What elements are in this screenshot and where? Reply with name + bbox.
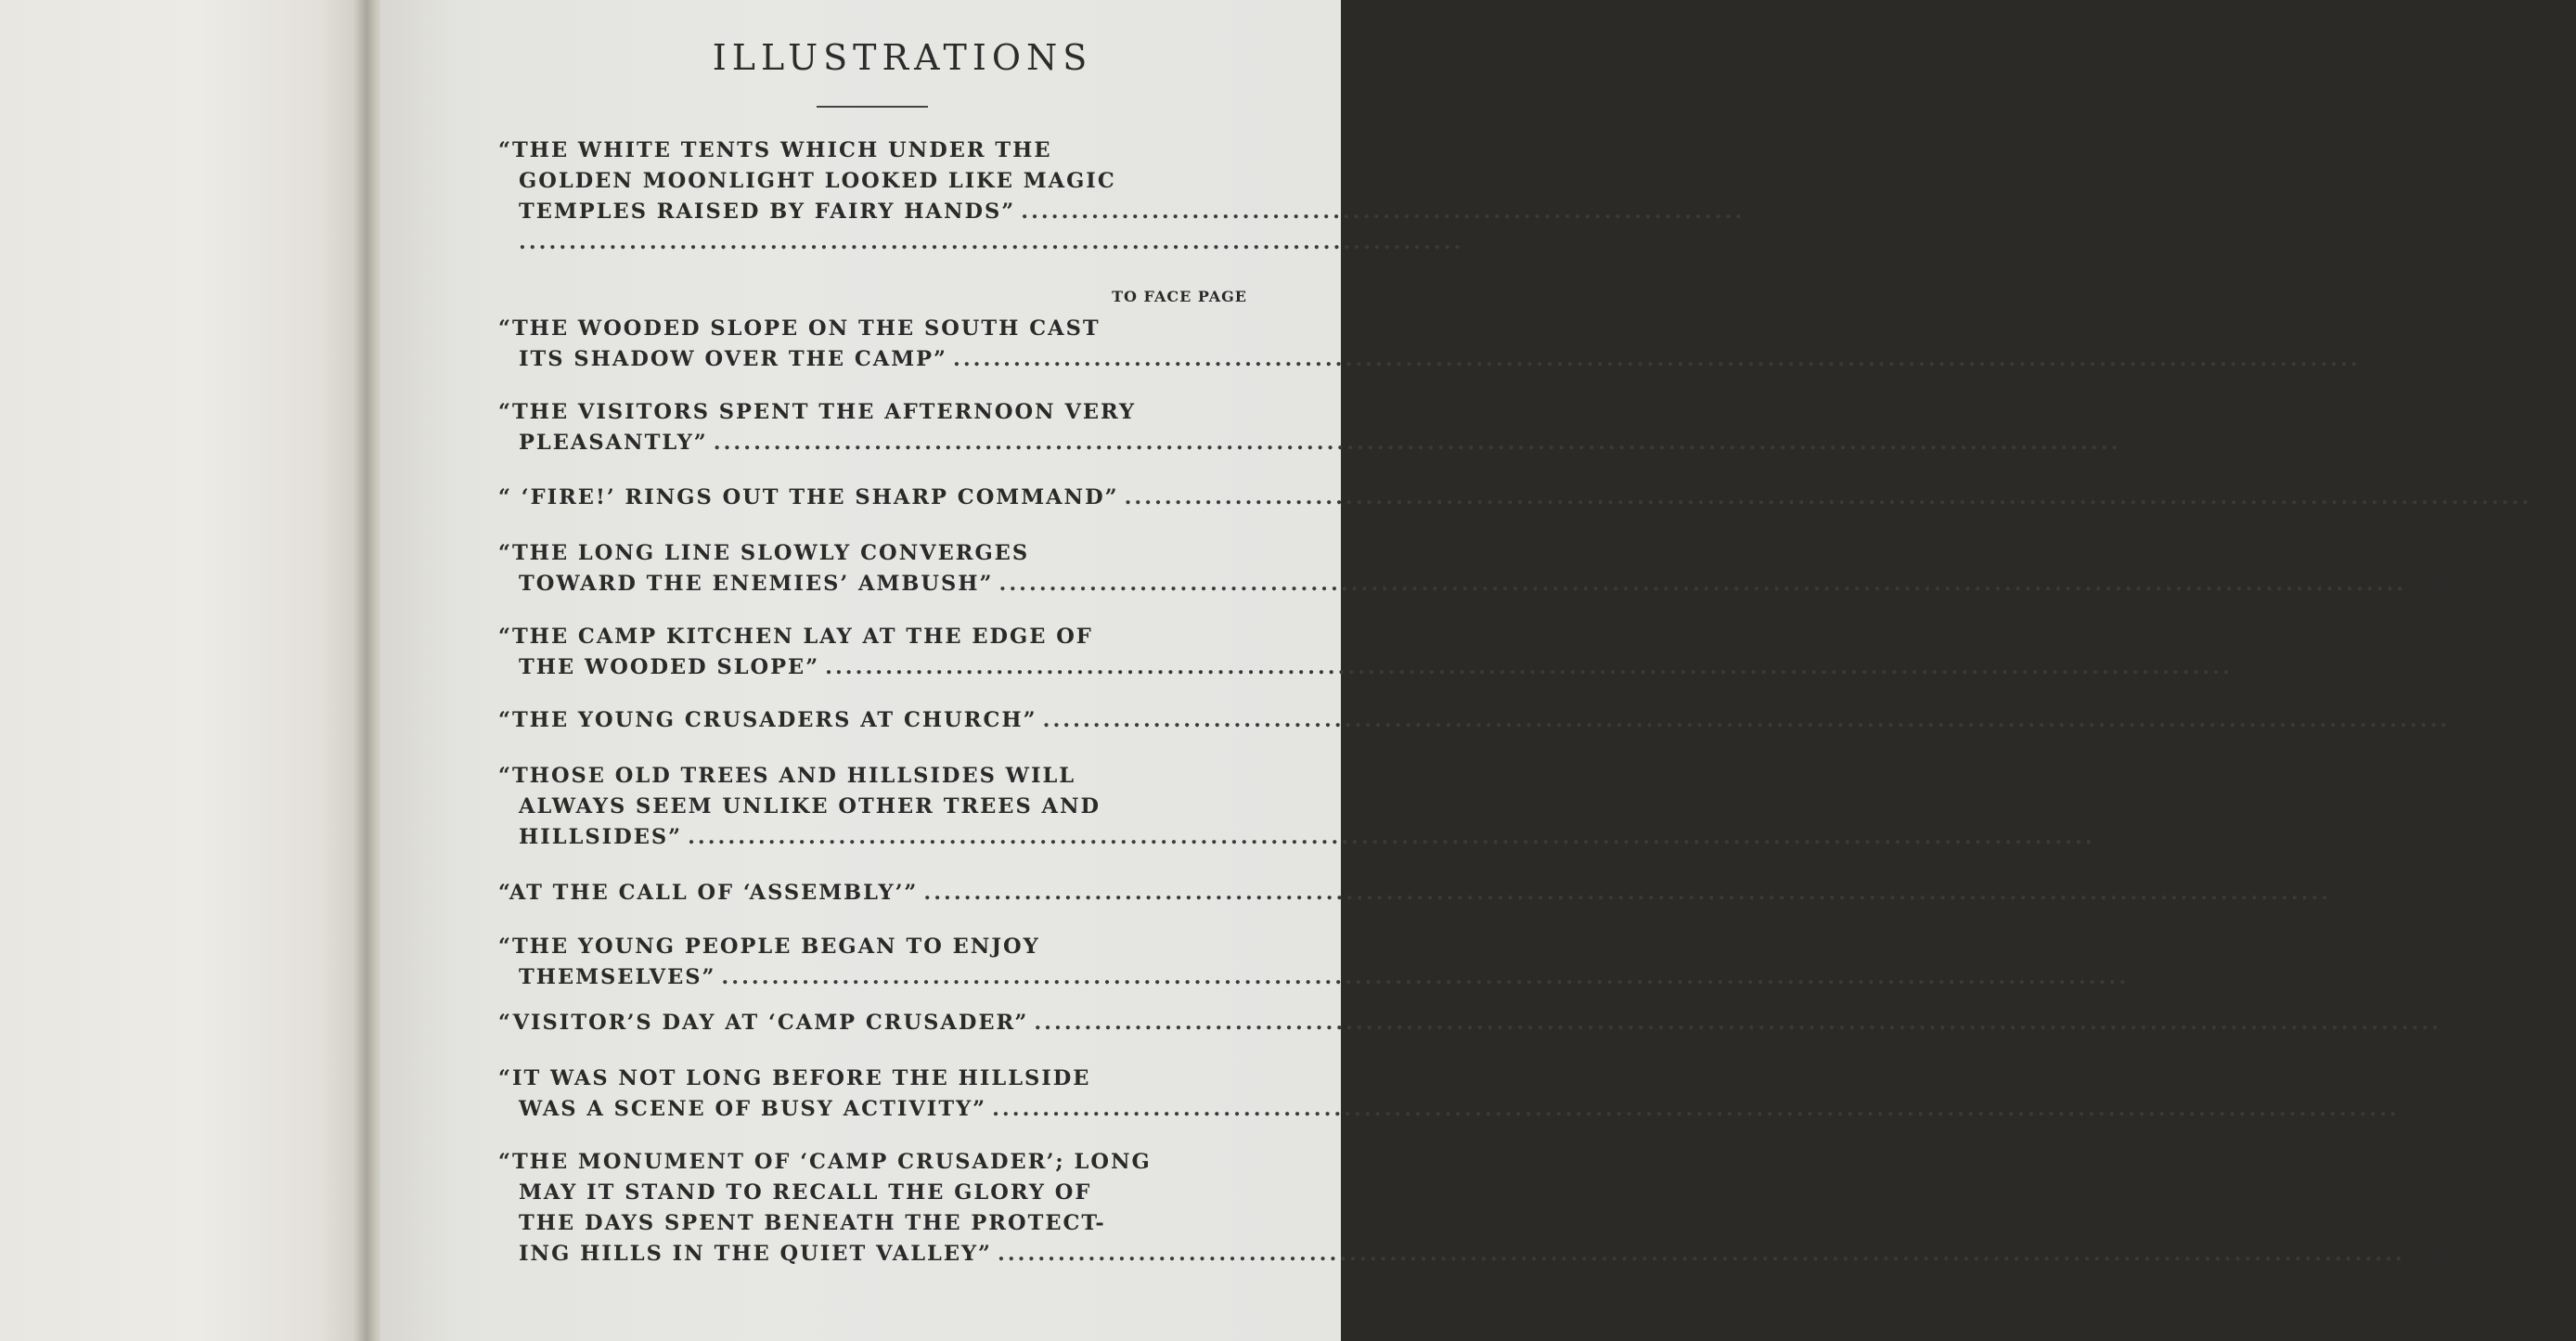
entry-line: WAS A SCENE OF BUSY ACTIVITY”	[519, 1097, 987, 1121]
page-number: 294	[2410, 1243, 2450, 1265]
leader-dots: ..............................................................................................	[519, 230, 1464, 254]
leader-dots: ............................................................................................................................................	[1124, 485, 2532, 509]
page-number: 210	[2337, 882, 2376, 904]
book-gutter	[353, 0, 384, 1341]
entry-line: THEMSELVES”	[519, 965, 716, 989]
page-number: 252	[2446, 1012, 2486, 1034]
leader-dots: ............................................................................................................................................	[1034, 1011, 2441, 1035]
illustration-entry	[498, 1147, 2450, 1270]
leader-dots: ............................................................................................................................................	[713, 431, 2121, 455]
illustration-entry	[498, 1008, 2486, 1038]
entry-line: “ ‘FIRE!’ RINGS OUT THE SHARP COMMAND”	[498, 485, 1119, 509]
entry-line: “AT THE CALL OF ‘ASSEMBLY’”	[498, 881, 919, 905]
entry-line: “THE YOUNG PEOPLE BEGAN TO ENJOY	[498, 935, 1040, 959]
leader-dots: ............................................................................................................................................	[953, 347, 2361, 371]
page-number: 74	[2376, 348, 2403, 370]
leader-dots: ............................................................................................................................................	[1042, 708, 2451, 732]
leader-dots: ............................................................................................................................................	[992, 1097, 2400, 1121]
entry-line: “THE CAMP KITCHEN LAY AT THE EDGE OF	[498, 625, 1093, 649]
frontispiece-label: FRONTISPIECE	[1469, 235, 1619, 253]
illustration-entry	[498, 1064, 2444, 1125]
page-number: 114	[2126, 432, 2166, 454]
page-number: 286	[2404, 1098, 2444, 1120]
entry-line: TOWARD THE ENEMIES’ AMBUSH”	[519, 572, 994, 596]
entry-line: “THE MONUMENT OF ‘CAMP CRUSADER’; LONG	[498, 1150, 1152, 1174]
entry-line: GOLDEN MOONLIGHT LOOKED LIKE MAGIC	[519, 169, 1116, 193]
page-number: 164	[2100, 826, 2140, 848]
illustration-entry	[498, 483, 2576, 513]
entry-line: THE WOODED SLOPE”	[519, 655, 820, 679]
entry-line: ITS SHADOW OVER THE CAMP”	[519, 347, 947, 371]
entry-line: “THE WHITE TENTS WHICH UNDER THE	[498, 138, 1052, 162]
entry-line: ING HILLS IN THE QUIET VALLEY”	[519, 1242, 992, 1266]
entry-line: “IT WAS NOT LONG BEFORE THE HILLSIDE	[498, 1066, 1091, 1090]
illustration-entry	[498, 622, 2277, 683]
leader-dots: ........................................................................	[1021, 200, 1745, 224]
to-face-page-header: TO FACE PAGE	[1112, 288, 1247, 305]
entry-line: ALWAYS SEEM UNLIKE OTHER TREES AND	[519, 794, 1101, 819]
entry-line: TEMPLES RAISED BY FAIRY HANDS”	[519, 200, 1016, 224]
frontispiece-entry	[498, 135, 1745, 258]
entry-line: “THE LONG LINE SLOWLY CONVERGES	[498, 541, 1030, 565]
entry-line: HILLSIDES”	[519, 825, 683, 849]
page-number: 122	[2537, 486, 2576, 509]
leader-dots: ............................................................................................................................................	[923, 881, 2332, 905]
leader-dots: ............................................................................................................................................	[825, 655, 2233, 679]
leader-dots: ............................................................................................................................................	[998, 1242, 2405, 1266]
page-number: 146	[2455, 709, 2495, 731]
page-number: 244	[2134, 966, 2173, 988]
leader-dots: ............................................................................................................................................	[721, 965, 2130, 989]
entry-line: PLEASANTLY”	[519, 431, 708, 455]
page-title: ILLUSTRATIONS	[712, 37, 1093, 78]
entry-line: “THE YOUNG CRUSADERS AT CHURCH”	[498, 708, 1037, 732]
page-number: 128	[2412, 573, 2451, 595]
entry-line: THE DAYS SPENT BENEATH THE PROTECT-	[519, 1211, 1106, 1235]
illustration-entry	[498, 538, 2451, 600]
left-page	[0, 0, 364, 1341]
illustration-entry	[498, 932, 2173, 993]
page-number: 134	[2237, 656, 2277, 678]
entry-line: “THOSE OLD TREES AND HILLSIDES WILL	[498, 764, 1076, 788]
illustration-entry	[498, 761, 2140, 853]
illustration-entry	[498, 397, 2166, 458]
entry-line: “THE VISITORS SPENT THE AFTERNOON VERY	[498, 400, 1137, 424]
entry-line: “VISITOR’S DAY AT ‘CAMP CRUSADER”	[498, 1011, 1029, 1035]
title-rule	[817, 106, 928, 108]
leader-dots: ............................................................................................................................................	[998, 572, 2407, 596]
illustration-entry	[498, 878, 2376, 909]
leader-dots: ............................................................................................................................................	[688, 825, 2095, 849]
illustration-entry	[498, 705, 2495, 736]
entry-line: MAY IT STAND TO RECALL THE GLORY OF	[519, 1180, 1092, 1205]
illustration-entry	[498, 314, 2403, 375]
entry-line: “THE WOODED SLOPE ON THE SOUTH CAST	[498, 316, 1101, 341]
